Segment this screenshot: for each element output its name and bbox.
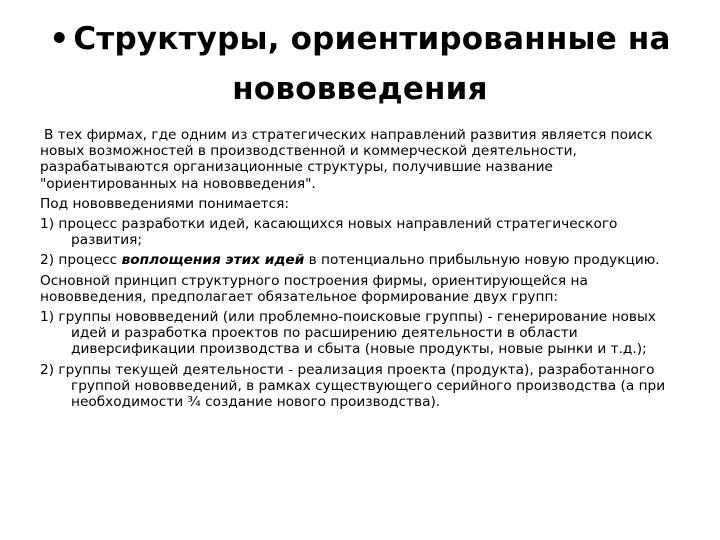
list-item-2 (40, 252, 690, 268)
list-item-1: 1) процесс разработки идей, касающихся новых направлений стратегического развития; (40, 216, 618, 249)
title-line-1 (40, 14, 680, 64)
slide-title (40, 14, 680, 114)
group-item-2: 2) группы текущей деятельности - реализация проекта (продукта), разработанного группой нововведений, в рамках существующего серийного производства (а при необходимости ¾ создание нового производства). (40, 361, 666, 411)
title-text-1: Структуры, ориентированные на (73, 21, 671, 57)
title-line-2: нововведения (232, 71, 488, 107)
bullet-icon: • (49, 21, 70, 57)
innovations-heading: Под нововведениями понимается: (40, 195, 289, 212)
slide-body (40, 127, 690, 410)
item2-text-after: в потенциально прибыльную новую продукцию. (304, 252, 660, 269)
intro-paragraph: В тех фирмах, где одним из стратегических направлений развития является поиск новых возможностей в производственной и коммерческой деятельности, разрабатываются организационные структуры, получившие название "ориентированных на нововведения". (40, 127, 653, 192)
item2-emphasis: воплощения этих идей (121, 252, 305, 269)
item2-text-before: 2) процесс (40, 252, 122, 269)
group-item-1: 1) группы нововведений (или проблемно-поисковые группы) - генерирование новых идей и разработка проектов по расширению деятельности в области диверсификации производства и сбыта (новые продукты, новые рынки и т.д.); (40, 309, 656, 358)
principle-paragraph: Основной принцип структурного построения фирмы, ориентирующейся на нововведения, предполагает обязательное формирование двух групп: (40, 272, 588, 305)
